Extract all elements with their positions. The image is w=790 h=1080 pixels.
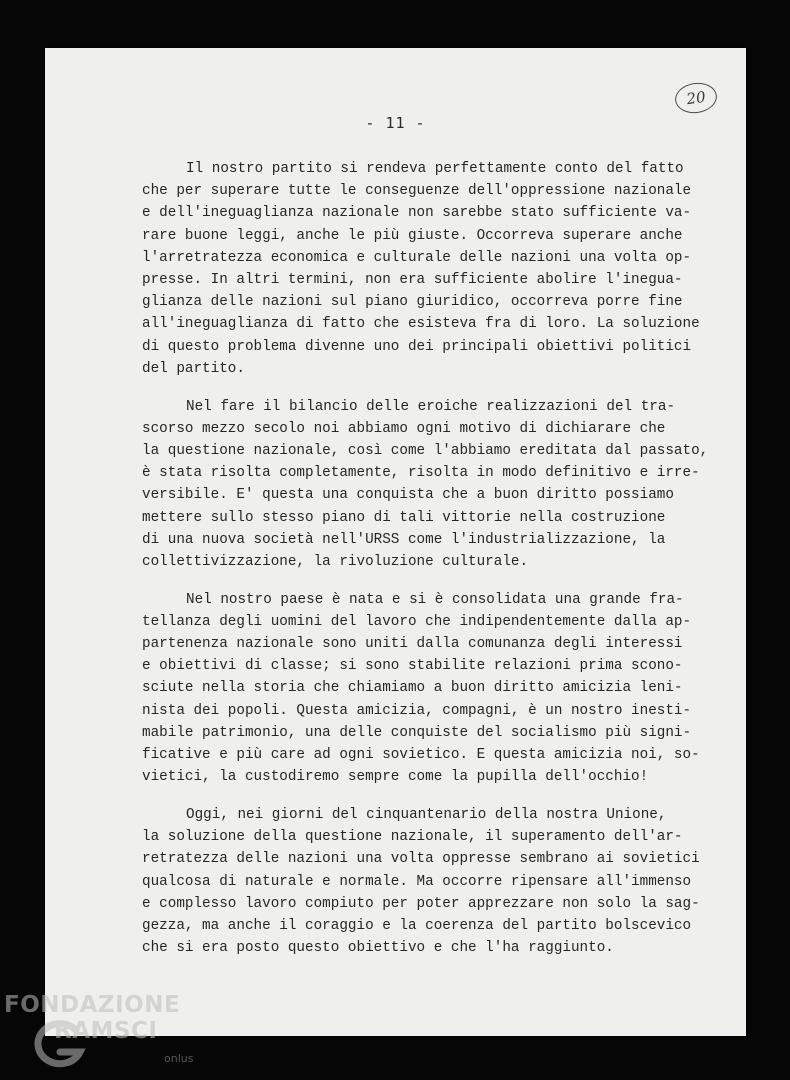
archive-number-stamp: 20	[673, 80, 719, 116]
page-number: - 11 -	[365, 114, 426, 132]
watermark-suffix: onlus	[164, 1052, 194, 1065]
paragraph-1: Il nostro partito si rendeva perfettamente conto del fatto che per superare tutte le conseguenze dell'oppressione nazionale e dell'ineguaglianza nazionale non sarebbe stato sufficiente va- rare buone leggi, anche le più giuste. Occorreva superare anche l'arretratezza economica e culturale delle nazioni una volta op- presse. In altri termini, non era sufficiente abolire l'inegua- glianza delle nazioni sul piano giuridico, occorreva porre fine all'ineguaglianza di fatto che esisteva fra di loro. La soluzione di questo problema divenne uno dei principali obiettivi politici del partito.	[142, 161, 700, 377]
paragraph-2: Nel fare il bilancio delle eroiche realizzazioni del tra- scorso mezzo secolo noi abbiamo ogni motivo di dichiarare che la questione nazionale, così come l'abbiamo ereditata dal passato, è stata risolta completamente, risolta in modo definitivo e irre- versibile. E' questa una conquista che a buon diritto possiamo mettere sullo stesso piano di tali vittorie nella costruzione di una nuova società nell'URSS come l'industrializzazione, la collettivizzazione, la rivoluzione culturale.	[142, 398, 709, 570]
fondazione-gramsci-watermark	[4, 992, 204, 1072]
document-body	[142, 158, 717, 975]
document-page	[45, 48, 746, 1036]
watermark-line-2: RAMSCI	[54, 1018, 158, 1044]
paragraph-4: Oggi, nei giorni del cinquantenario della nostra Unione, la soluzione della questione nazionale, il superamento dell'ar- retratezza delle nazioni una volta oppresse sembrano ai sovietici qualcosa di naturale e normale. Ma occorre ripensare all'immenso e complesso lavoro compiuto per poter apprezzare non solo la sag- gezza, ma anche il coraggio e la coerenza del partito bolscevico che si era posto questo obiettivo e che l'ha raggiunto.	[142, 806, 700, 957]
watermark-line-1: FONDAZIONE	[4, 992, 181, 1018]
paragraph-3: Nel nostro paese è nata e si è consolidata una grande fra- tellanza degli uomini del lavoro che indipendentemente dalla ap- partenenza nazionale sono uniti dalla comunanza degli interessi e obiettivi di classe; si sono stabilite relazioni prima scono- sciute nella storia che chiamiamo a buon diritto amicizia leni- nista dei popoli. Questa amicizia, compagni, è un nostro inesti- mabile patrimonio, una delle conquiste del socialismo più signi- ficative e più care ad ogni sovietico. E questa amicizia noi, so- vietici, la custodiremo sempre come la pupilla dell'occhio!	[142, 591, 700, 786]
